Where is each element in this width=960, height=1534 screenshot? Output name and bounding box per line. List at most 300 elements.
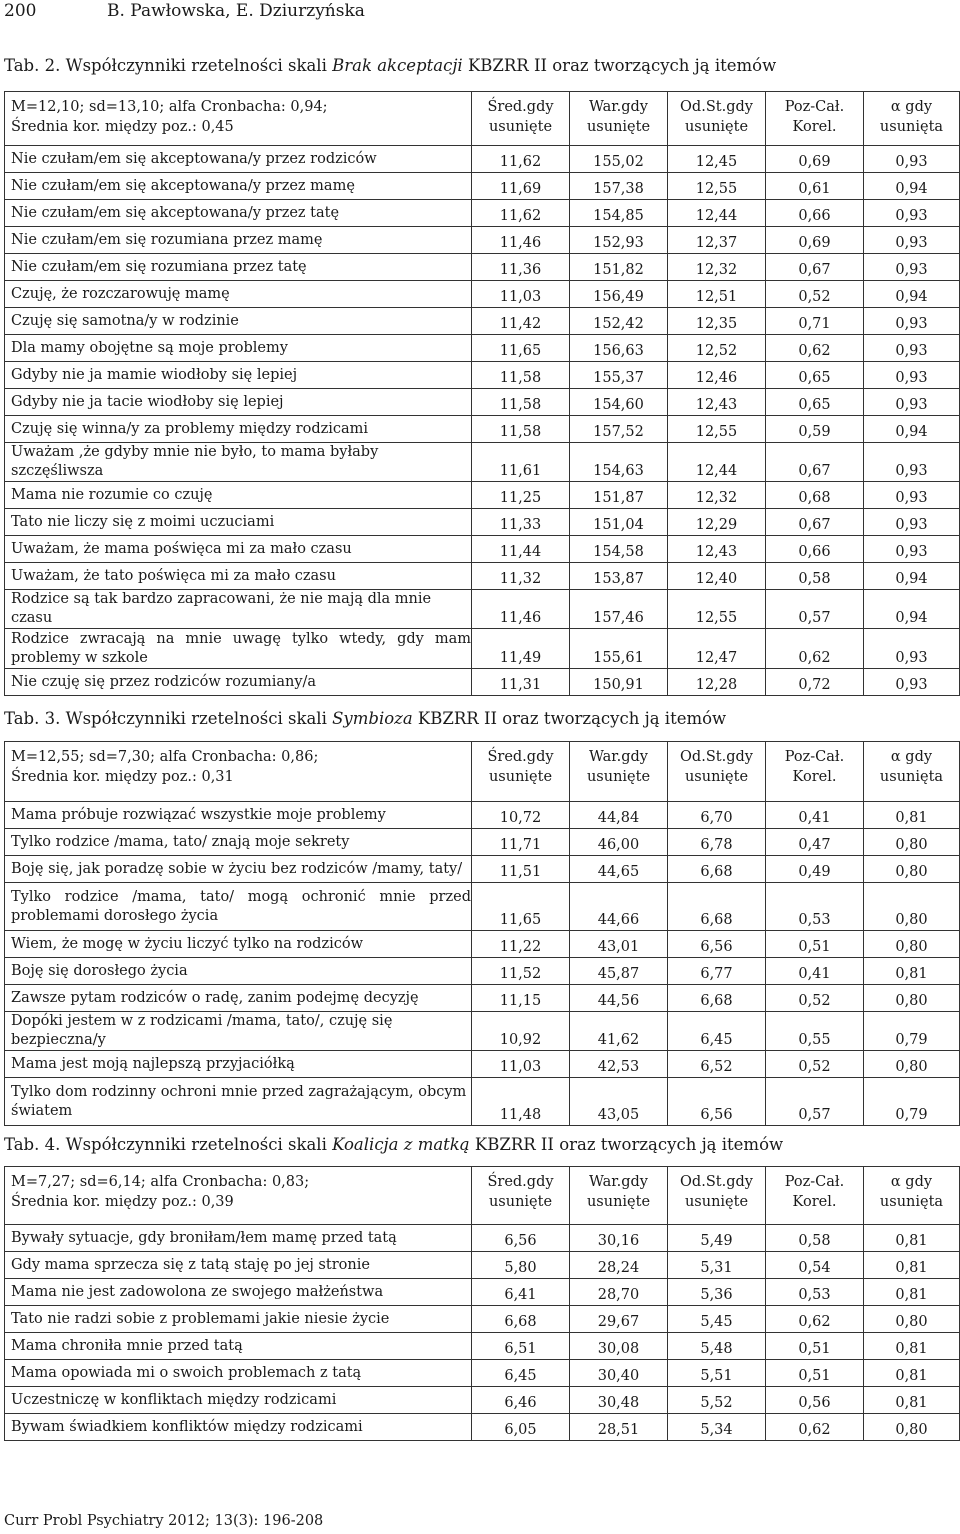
column-header-line: usunięta [879,119,944,135]
value-cell: 6,68 [668,985,766,1012]
value-cell: 155,61 [570,629,668,669]
value-cell: 12,35 [668,308,766,335]
reliability-table [4,1166,960,1441]
value-cell: 43,01 [570,931,668,958]
caption-text: Współczynniki rzetelności skali [65,709,333,728]
scale-name: Koalicja z matką [332,1135,470,1154]
table-row [5,281,960,308]
table-row [5,802,960,829]
table-row [5,1078,960,1126]
value-cell: 0,41 [766,958,864,985]
value-cell: 30,48 [570,1387,668,1414]
value-cell: 30,08 [570,1333,668,1360]
table-row [5,509,960,536]
value-cell: 11,42 [472,308,570,335]
column-header-line: usunięte [586,119,651,135]
value-cell: 0,81 [864,802,960,829]
value-cell: 0,80 [864,856,960,883]
table-row [5,227,960,254]
scale-statistics [5,92,472,146]
item-text: Uczestniczę w konfliktach między rodzicami [5,1387,472,1414]
table-row [5,829,960,856]
value-cell: 12,45 [668,146,766,173]
value-cell: 156,63 [570,335,668,362]
value-cell: 11,03 [472,281,570,308]
column-header-line: usunięta [879,769,944,785]
value-cell: 5,51 [668,1360,766,1387]
column-header [766,742,864,802]
page-number: 200 [4,1,37,21]
item-text: Czuję, że rozczarowuję mamę [5,281,472,308]
value-cell: 11,46 [472,227,570,254]
value-cell: 6,05 [472,1414,570,1441]
column-header [570,742,668,802]
value-cell: 156,49 [570,281,668,308]
running-authors: B. Pawłowska, E. Dziurzyńska [107,1,365,21]
stats-line: Średnia kor. między poz.: 0,39 [11,1194,234,1210]
value-cell: 151,04 [570,509,668,536]
value-cell: 6,45 [668,1012,766,1051]
value-cell: 0,94 [864,590,960,629]
value-cell: 0,94 [864,563,960,590]
value-cell: 0,80 [864,1414,960,1441]
table-row [5,1012,960,1051]
scale-name: Brak akceptacji [332,56,463,75]
table-header-row [5,92,960,146]
stats-line: M=12,10; sd=13,10; alfa Cronbacha: 0,94; [11,99,328,115]
scale-statistics [5,742,472,802]
value-cell: 0,93 [864,254,960,281]
value-cell: 150,91 [570,669,668,696]
stats-line: Średnia kor. między poz.: 0,31 [11,769,234,785]
value-cell: 0,72 [766,669,864,696]
stats-line: Średnia kor. między poz.: 0,45 [11,119,234,135]
caption-text-end: KBZRR II oraz tworzących ją itemów [469,1135,784,1154]
table-number: Tab. 4. [4,1135,61,1154]
reliability-table [4,91,960,696]
value-cell: 155,37 [570,362,668,389]
item-text: Gdyby nie ja tacie wiodłoby się lepiej [5,389,472,416]
value-cell: 0,51 [766,1333,864,1360]
table-header-row [5,1167,960,1225]
column-header-line: War.gdy [589,99,648,115]
column-header [472,742,570,802]
table-row [5,482,960,509]
value-cell: 6,68 [668,856,766,883]
item-text: Mama jest moją najlepszą przyjaciółką [5,1051,472,1078]
item-text: Nie czułam/em się akceptowana/y przez rodziców [5,146,472,173]
item-text: Mama opowiada mi o swoich problemach z tatą [5,1360,472,1387]
value-cell: 6,68 [472,1306,570,1333]
table-row [5,985,960,1012]
table-row [5,146,960,173]
value-cell: 6,41 [472,1279,570,1306]
value-cell: 0,56 [766,1387,864,1414]
value-cell: 157,46 [570,590,668,629]
value-cell: 11,62 [472,146,570,173]
value-cell: 157,38 [570,173,668,200]
table-row [5,1414,960,1441]
item-text: Czuję się samotna/y w rodzinie [5,308,472,335]
item-text: Czuję się winna/y za problemy między rodzicami [5,416,472,443]
value-cell: 152,93 [570,227,668,254]
value-cell: 11,44 [472,536,570,563]
page-header [4,0,944,22]
table-row [5,173,960,200]
value-cell: 12,32 [668,482,766,509]
value-cell: 0,62 [766,1306,864,1333]
column-header-line: War.gdy [589,1174,648,1190]
value-cell: 11,58 [472,416,570,443]
column-header [864,742,960,802]
value-cell: 6,45 [472,1360,570,1387]
table-caption [4,1135,783,1154]
value-cell: 0,79 [864,1078,960,1126]
value-cell: 5,34 [668,1414,766,1441]
value-cell: 11,33 [472,509,570,536]
value-cell: 0,94 [864,416,960,443]
value-cell: 6,68 [668,883,766,931]
value-cell: 11,36 [472,254,570,281]
value-cell: 12,43 [668,536,766,563]
item-text: Boję się dorosłego życia [5,958,472,985]
value-cell: 11,31 [472,669,570,696]
value-cell: 11,61 [472,443,570,482]
table-row [5,1333,960,1360]
column-header-line: Od.St.gdy [680,99,753,115]
value-cell: 153,87 [570,563,668,590]
value-cell: 12,55 [668,173,766,200]
value-cell: 0,93 [864,146,960,173]
value-cell: 12,37 [668,227,766,254]
value-cell: 0,66 [766,200,864,227]
value-cell: 0,62 [766,629,864,669]
table-row [5,1225,960,1252]
value-cell: 0,71 [766,308,864,335]
value-cell: 0,93 [864,509,960,536]
value-cell: 154,63 [570,443,668,482]
table-row [5,883,960,931]
table-row [5,629,960,669]
value-cell: 41,62 [570,1012,668,1051]
value-cell: 28,51 [570,1414,668,1441]
value-cell: 0,93 [864,629,960,669]
value-cell: 0,94 [864,173,960,200]
value-cell: 0,51 [766,931,864,958]
value-cell: 0,81 [864,1360,960,1387]
stats-line: M=7,27; sd=6,14; alfa Cronbacha: 0,83; [11,1174,310,1190]
value-cell: 151,87 [570,482,668,509]
value-cell: 6,52 [668,1051,766,1078]
column-header-line: usunięte [684,1194,749,1210]
item-text: Mama próbuje rozwiązać wszystkie moje problemy [5,802,472,829]
column-header-line: usunięte [586,769,651,785]
value-cell: 11,69 [472,173,570,200]
value-cell: 0,69 [766,146,864,173]
column-header-line: Korel. [792,1194,837,1210]
table-row [5,958,960,985]
table-row [5,590,960,629]
table-row [5,1387,960,1414]
table-row [5,200,960,227]
value-cell: 0,66 [766,536,864,563]
value-cell: 0,58 [766,1225,864,1252]
item-text: Uważam, że tato poświęca mi za mało czasu [5,563,472,590]
column-header-line: Śred.gdy [487,749,554,765]
value-cell: 0,53 [766,883,864,931]
column-header-line: Korel. [792,769,837,785]
value-cell: 0,93 [864,308,960,335]
journal-footer: Curr Probl Psychiatry 2012; 13(3): 196-208 [4,1513,324,1529]
column-header-line: War.gdy [589,749,648,765]
column-header-line: Korel. [792,119,837,135]
caption-text: Współczynniki rzetelności skali [65,1135,333,1154]
value-cell: 29,67 [570,1306,668,1333]
column-header-line: Od.St.gdy [680,749,753,765]
column-header-line: usunięte [488,1194,553,1210]
scale-statistics [5,1167,472,1225]
value-cell: 44,65 [570,856,668,883]
column-header-line: α gdy [890,99,933,115]
value-cell: 45,87 [570,958,668,985]
table-row [5,308,960,335]
value-cell: 44,66 [570,883,668,931]
column-header-line: usunięte [684,769,749,785]
value-cell: 10,92 [472,1012,570,1051]
table-row [5,254,960,281]
value-cell: 43,05 [570,1078,668,1126]
value-cell: 11,46 [472,590,570,629]
column-header [766,92,864,146]
value-cell: 6,77 [668,958,766,985]
value-cell: 11,62 [472,200,570,227]
table-row [5,563,960,590]
value-cell: 12,28 [668,669,766,696]
value-cell: 11,49 [472,629,570,669]
value-cell: 0,61 [766,173,864,200]
value-cell: 6,78 [668,829,766,856]
item-text: Gdy mama sprzecza się z tatą staję po jej stronie [5,1252,472,1279]
value-cell: 0,47 [766,829,864,856]
item-text: Mama nie rozumie co czuję [5,482,472,509]
caption-text-end: KBZRR II oraz tworzących ją itemów [462,56,777,75]
value-cell: 11,48 [472,1078,570,1126]
value-cell: 0,52 [766,985,864,1012]
value-cell: 154,60 [570,389,668,416]
value-cell: 12,55 [668,590,766,629]
table-header-row [5,742,960,802]
table-row [5,1360,960,1387]
value-cell: 0,93 [864,443,960,482]
value-cell: 11,58 [472,362,570,389]
column-header [472,1167,570,1225]
value-cell: 0,80 [864,883,960,931]
value-cell: 11,22 [472,931,570,958]
value-cell: 154,85 [570,200,668,227]
value-cell: 6,46 [472,1387,570,1414]
value-cell: 12,52 [668,335,766,362]
value-cell: 0,81 [864,1225,960,1252]
value-cell: 0,81 [864,1279,960,1306]
value-cell: 6,56 [472,1225,570,1252]
item-text: Boję się, jak poradzę sobie w życiu bez rodziców /mamy, taty/ [5,856,472,883]
value-cell: 11,15 [472,985,570,1012]
value-cell: 0,80 [864,1306,960,1333]
value-cell: 0,93 [864,536,960,563]
table-row [5,389,960,416]
item-text: Nie czułam/em się akceptowana/y przez mamę [5,173,472,200]
value-cell: 12,43 [668,389,766,416]
value-cell: 0,80 [864,985,960,1012]
item-text: Nie czułam/em się rozumiana przez tatę [5,254,472,281]
value-cell: 30,16 [570,1225,668,1252]
value-cell: 0,80 [864,829,960,856]
value-cell: 5,49 [668,1225,766,1252]
table-row [5,1051,960,1078]
column-header-line: Od.St.gdy [680,1174,753,1190]
value-cell: 5,45 [668,1306,766,1333]
value-cell: 12,47 [668,629,766,669]
value-cell: 0,53 [766,1279,864,1306]
value-cell: 5,36 [668,1279,766,1306]
value-cell: 0,93 [864,389,960,416]
value-cell: 11,32 [472,563,570,590]
column-header-line: Śred.gdy [487,1174,554,1190]
table-row [5,931,960,958]
item-text: Nie czuję się przez rodziców rozumiany/a [5,669,472,696]
value-cell: 11,03 [472,1051,570,1078]
value-cell: 11,52 [472,958,570,985]
table-row [5,362,960,389]
table-number: Tab. 2. [4,56,61,75]
item-text: Nie czułam/em się akceptowana/y przez tatę [5,200,472,227]
value-cell: 0,52 [766,281,864,308]
value-cell: 151,82 [570,254,668,281]
value-cell: 0,65 [766,362,864,389]
value-cell: 12,32 [668,254,766,281]
value-cell: 0,67 [766,509,864,536]
table-row [5,1306,960,1333]
table-row [5,1279,960,1306]
table-row [5,536,960,563]
value-cell: 0,65 [766,389,864,416]
value-cell: 5,80 [472,1252,570,1279]
value-cell: 10,72 [472,802,570,829]
value-cell: 0,93 [864,482,960,509]
value-cell: 0,79 [864,1012,960,1051]
value-cell: 46,00 [570,829,668,856]
value-cell: 0,93 [864,669,960,696]
value-cell: 12,40 [668,563,766,590]
value-cell: 6,56 [668,1078,766,1126]
table-row [5,856,960,883]
value-cell: 0,58 [766,563,864,590]
value-cell: 12,44 [668,200,766,227]
column-header [864,92,960,146]
table-row [5,443,960,482]
table-row [5,669,960,696]
table-caption [4,709,726,728]
column-header-line: usunięte [488,119,553,135]
value-cell: 0,52 [766,1051,864,1078]
column-header [864,1167,960,1225]
column-header-line: usunięta [879,1194,944,1210]
value-cell: 6,51 [472,1333,570,1360]
value-cell: 152,42 [570,308,668,335]
value-cell: 11,65 [472,335,570,362]
value-cell: 154,58 [570,536,668,563]
value-cell: 0,41 [766,802,864,829]
item-text: Tylko dom rodzinny ochroni mnie przed zagrażającym, obcym światem [5,1078,472,1126]
value-cell: 0,94 [864,281,960,308]
value-cell: 0,55 [766,1012,864,1051]
value-cell: 0,81 [864,1252,960,1279]
value-cell: 0,93 [864,362,960,389]
reliability-table [4,741,960,1126]
value-cell: 0,62 [766,335,864,362]
column-header [668,92,766,146]
column-header [570,1167,668,1225]
table-row [5,416,960,443]
table-caption [4,56,776,75]
item-text: Mama chroniła mnie przed tatą [5,1333,472,1360]
value-cell: 28,70 [570,1279,668,1306]
item-text: Rodzice zwracają na mnie uwagę tylko wtedy, gdy mam problemy w szkole [5,629,472,669]
column-header [472,92,570,146]
value-cell: 42,53 [570,1051,668,1078]
value-cell: 155,02 [570,146,668,173]
caption-text: Współczynniki rzetelności skali [65,56,333,75]
item-text: Nie czułam/em się rozumiana przez mamę [5,227,472,254]
value-cell: 12,29 [668,509,766,536]
column-header [668,1167,766,1225]
value-cell: 0,69 [766,227,864,254]
value-cell: 0,54 [766,1252,864,1279]
value-cell: 12,51 [668,281,766,308]
item-text: Uważam ,że gdyby mnie nie było, to mama byłaby szczęśliwsza [5,443,472,482]
column-header-line: Śred.gdy [487,99,554,115]
item-text: Rodzice są tak bardzo zapracowani, że nie mają dla mnie czasu [5,590,472,629]
item-text: Bywam świadkiem konfliktów między rodzicami [5,1414,472,1441]
scale-name: Symbioza [332,709,413,728]
value-cell: 12,44 [668,443,766,482]
value-cell: 0,62 [766,1414,864,1441]
value-cell: 0,80 [864,1051,960,1078]
item-text: Tylko rodzice /mama, tato/ mogą ochronić mnie przed problemami dorosłego życia [5,883,472,931]
column-header-line: usunięte [586,1194,651,1210]
table-number: Tab. 3. [4,709,61,728]
column-header-line: Poz-Cał. [784,1174,845,1190]
value-cell: 0,80 [864,931,960,958]
item-text: Tato nie liczy się z moimi uczuciami [5,509,472,536]
value-cell: 44,84 [570,802,668,829]
item-text: Tato nie radzi sobie z problemami jakie niesie życie [5,1306,472,1333]
column-header [766,1167,864,1225]
table-row [5,1252,960,1279]
value-cell: 0,93 [864,227,960,254]
column-header [668,742,766,802]
value-cell: 11,65 [472,883,570,931]
value-cell: 0,49 [766,856,864,883]
column-header [570,92,668,146]
value-cell: 0,68 [766,482,864,509]
value-cell: 0,67 [766,443,864,482]
column-header-line: usunięte [684,119,749,135]
value-cell: 30,40 [570,1360,668,1387]
value-cell: 6,70 [668,802,766,829]
value-cell: 0,81 [864,1387,960,1414]
item-text: Dla mamy obojętne są moje problemy [5,335,472,362]
